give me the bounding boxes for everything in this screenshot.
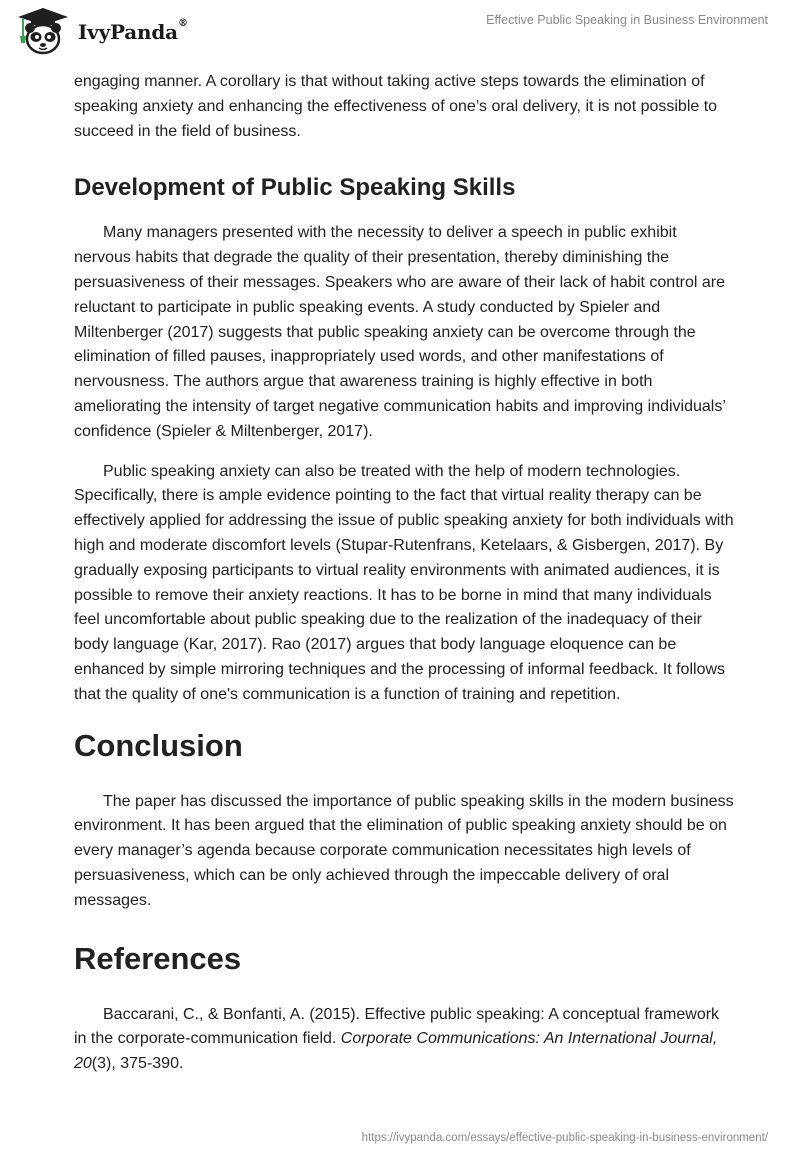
brand-text: IvyPanda (78, 20, 178, 44)
reference-entry (74, 1003, 734, 1077)
reference-journal: Corporate Communications: An International Journal, 20 (74, 1030, 718, 1073)
development-paragraph-2: Public speaking anxiety can also be treated with the help of modern technologies. Specifically, there is ample evidence pointing to the fact that virtual reality therapy can be effectively applied for addressing the issue of public speaking anxiety for both individuals with high and moderate discomfort levels (Stupar-Rutenfrans, Ketelaars, & Gisbergen, 2017). By gradually exposing participants to virtual reality environments with animated audiences, it is possible to remove their anxiety reactions. It has to be borne in mind that many individuals feel uncomfortable about public speaking due to the realization of the inadequacy of their body language (Kar, 2017). Rao (2017) argues that body language eloquence can be enhanced by simple mirroring techniques and the processing of informal feedback. It follows that the quality of one's communication is a function of training and repetition. (74, 462, 734, 703)
ivypanda-logo[interactable] (14, 6, 188, 56)
document-title: Effective Public Speaking in Business Environment (486, 13, 768, 27)
section-heading-development: Development of Public Speaking Skills (74, 174, 516, 202)
brand-name (78, 20, 188, 44)
source-url[interactable]: https://ivypanda.com/essays/effective-public-speaking-in-business-environment/ (361, 1132, 768, 1144)
intro-paragraph: engaging manner. A corollary is that without taking active steps towards the elimination of speaking anxiety and enhancing the effectiveness of one’s oral delivery, it is not possible to succeed in the field of business. (74, 73, 718, 140)
reference-authors-title: Baccarani, C., & Bonfanti, A. (2015). Effective public speaking: A conceptual framework in the corporate-communication field. (74, 1005, 720, 1048)
registered-mark: ® (177, 18, 188, 29)
page-header (0, 0, 800, 70)
panda-graduate-icon (14, 6, 72, 56)
essay-body (74, 70, 734, 1077)
conclusion-paragraph: The paper has discussed the importance of public speaking skills in the modern business environment. It has been argued that the elimination of public speaking anxiety should be on every manager’s agenda because corporate communication necessitates high levels of persuasiveness, which can be only achieved through the impeccable delivery of oral messages. (74, 792, 734, 909)
section-heading-references: References (74, 940, 242, 976)
development-paragraph-1: Many managers presented with the necessity to deliver a speech in public exhibit nervous habits that degrade the quality of their presentation, thereby diminishing the persuasiveness of their messages. Speakers who are aware of their lack of habit control are reluctant to participate in public speaking events. A study conducted by Spieler and Miltenberger (2017) suggests that public speaking anxiety can be overcome through the elimination of filled pauses, inappropriately used words, and other manifestations of nervousness. The authors argue that awareness training is highly effective in both ameliorating the intensity of target negative communication habits and improving individuals’ confidence (Spieler & Miltenberger, 2017). (74, 224, 726, 440)
reference-issue-pages: (3), 375-390. (91, 1055, 184, 1073)
section-heading-conclusion: Conclusion (74, 727, 243, 763)
